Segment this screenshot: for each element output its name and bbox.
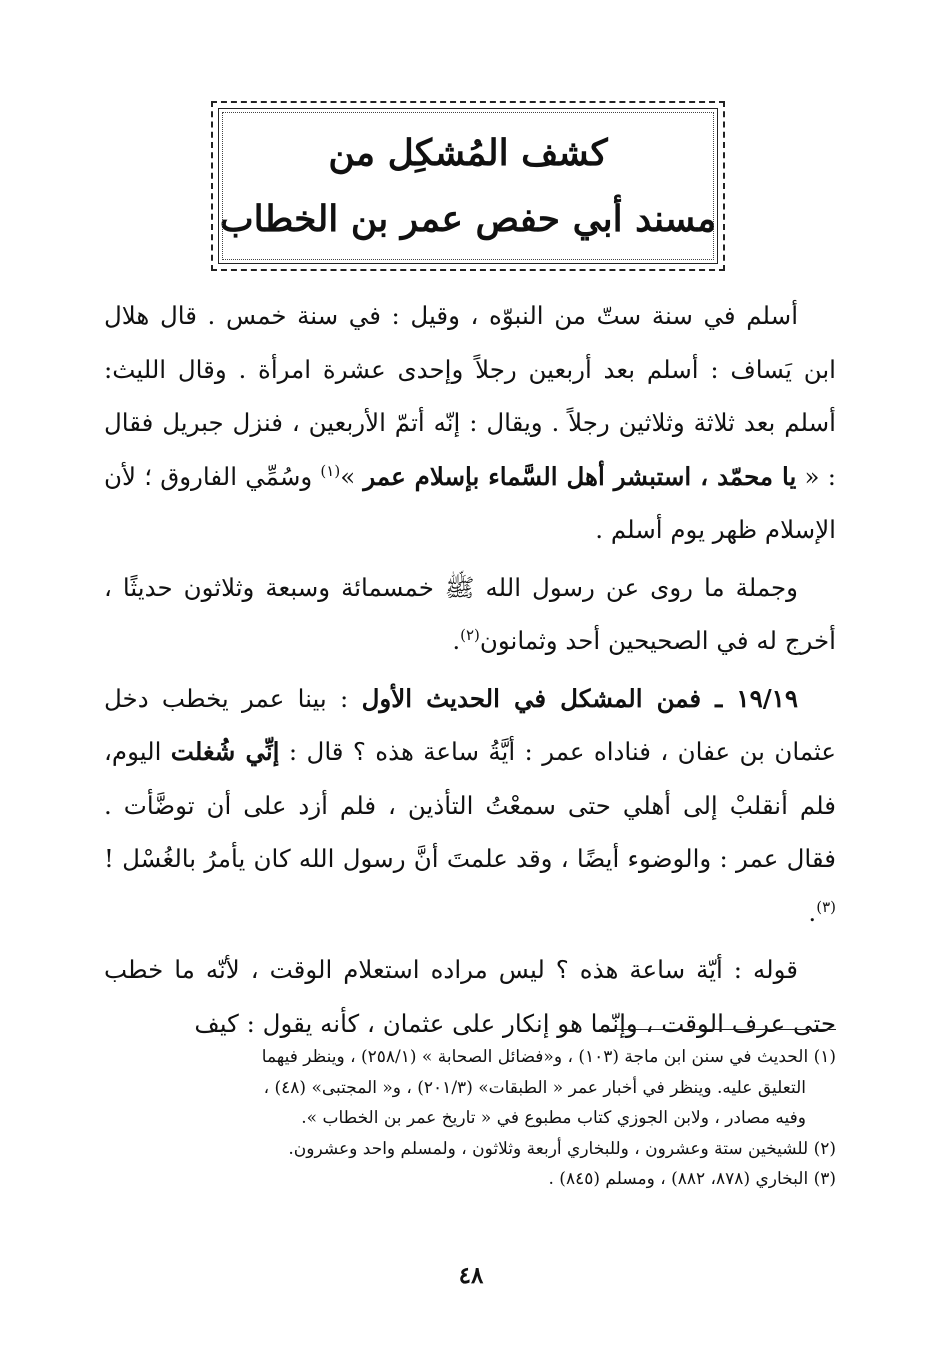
chapter-title-line-2: مسند أبي حفص عمر بن الخطاب xyxy=(219,198,717,240)
p3-text: : بينا عمر يخطب دخل عثمان بن عفان ، فناداه عمر : أيَّةُ ساعة هذه ؟ قال : xyxy=(104,683,837,766)
footnote-separator xyxy=(599,1029,836,1030)
title-frame xyxy=(211,101,725,271)
p3-bold-phrase: إنِّي شُغلت xyxy=(170,737,280,766)
footnote-3: (٣) البخاري (٨٧٨، ٨٨٢) ، ومسلم (٨٤٥) . xyxy=(548,1169,836,1189)
paragraph-1 xyxy=(104,289,836,557)
footnote-1-line-2: التعليق عليه. وينظر في أخبار عمر « الطبقات» (٢٠١/٣) ، و« المجتبى» (٤٨) ، xyxy=(263,1077,806,1098)
p2-end: . xyxy=(452,626,461,655)
footnote-ref-1: (١) xyxy=(320,461,341,480)
p3-end: . xyxy=(808,897,817,927)
p4-text: قوله : أيّة ساعة هذه ؟ ليس مراده استعلام الوقت ، لأنّه ما خطب حتى عرف الوقت ، وإنّما هو إنكار على عثمان ، كأنه يقول : كيف xyxy=(104,955,836,1038)
footnote-1-line-1: (١) الحديث في سنن ابن ماجة (١٠٣) ، و«فضائل الصحابة » (٢٥٨/١) ، وينظر فيهما xyxy=(261,1047,836,1067)
footnote-ref-2: (٢) xyxy=(460,625,480,644)
paragraph-4 xyxy=(104,943,836,1050)
footnote-ref-3: (٣) xyxy=(816,897,836,916)
footnotes xyxy=(104,1042,836,1195)
hadith-heading: ١٩/١٩ ـ فمن المشكل في الحديث الأول xyxy=(361,683,798,713)
p1-quote-bold: يا محمّد ، استبشر أهل السَّماء بإسلام عمر xyxy=(363,461,797,491)
p1-quote-close: » xyxy=(340,461,364,491)
title-frame-inner xyxy=(218,108,718,264)
footnote-1-line-3: وفيه مصادر ، ولابن الجوزي كتاب مطبوع في « تاريخ عمر بن الخطاب ». xyxy=(301,1108,806,1128)
paragraph-3 xyxy=(104,672,836,940)
paragraph-2 xyxy=(104,561,836,668)
p1-text-before: أسلم في سنة ستّ من النبوّه ، وقيل : في سنة خمس . قال هلال ابن يَساف : أسلم بعد أربعين رجلاً وإحدى عشرة امرأة . وقال الليث: أسلم بعد ثلاثة وثلاثين رجلاً . ويقال : إنّه أتمّ الأربعين ، فنزل جبريل فقال : « xyxy=(104,301,836,491)
page-number: ٤٨ xyxy=(458,1262,484,1289)
p3-text-2: اليوم، فلم أنقلبْ إلى أهلي حتى سمعْتُ التأذين ، فلم أزد على أن توضَّأت . فقال عمر : والوضوء أيضًا ، وقد علمتَ أنَّ رسول الله كان يأمرُ بالغُسْل ! xyxy=(104,737,836,873)
p2-text: وجملة ما روى عن رسول الله ﷺ خمسمائة وسبعة وثلاثون حديثًا ، أخرج له في الصحيحين أحد وثمانون xyxy=(104,572,836,655)
footnote-2: (٢) للشيخين ستة وعشرون ، وللبخاري أربعة وثلاثون ، ولمسلم واحد وعشرون. xyxy=(288,1138,836,1159)
p1-text-after: وسُمِّي الفاروق ؛ لأن الإسلام ظهر يوم أسلم . xyxy=(104,461,836,544)
chapter-title-line-1: كشف المُشكِل من xyxy=(328,132,608,174)
main-text xyxy=(104,289,836,1050)
